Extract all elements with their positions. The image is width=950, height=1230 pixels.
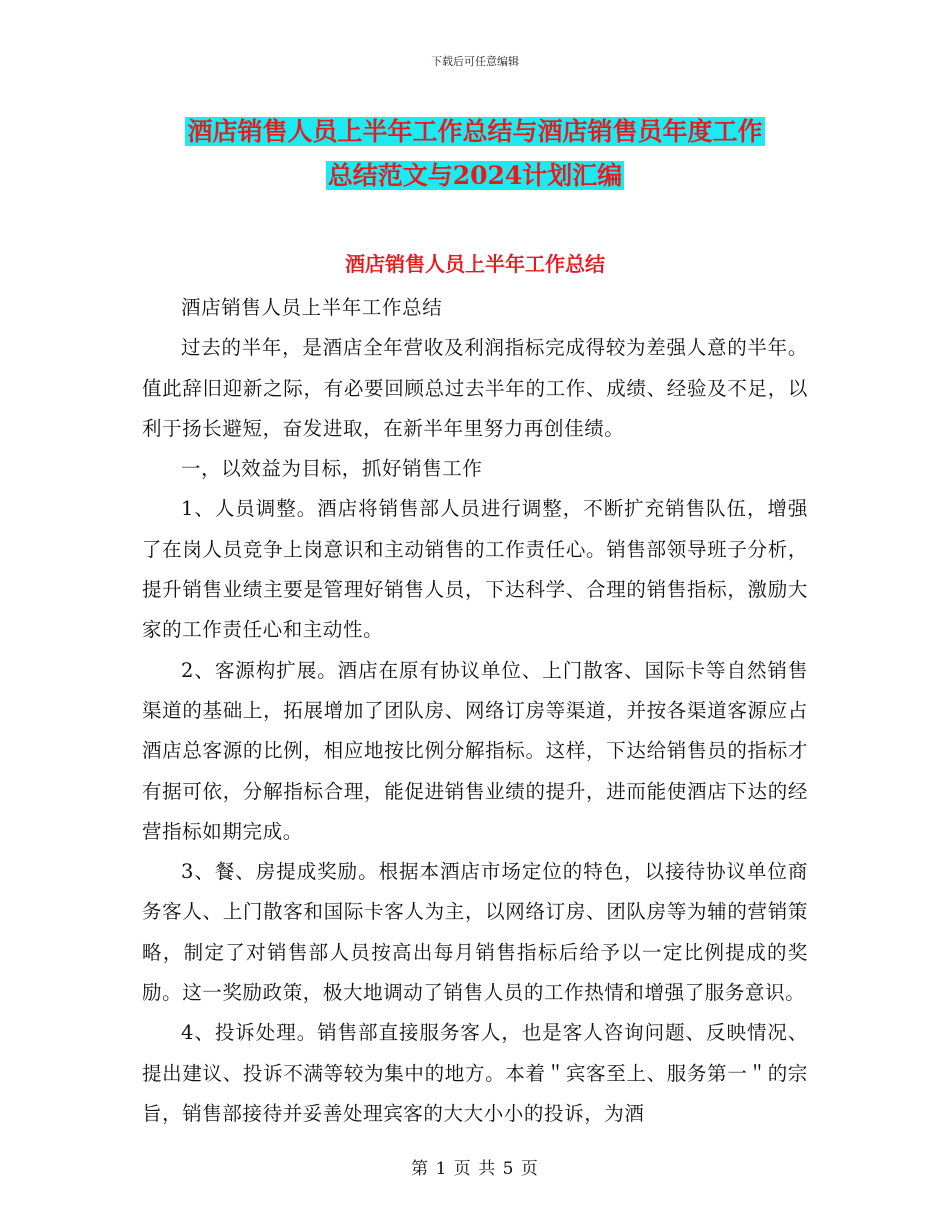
- paragraph: 过去的半年，是酒店全年营收及利润指标完成得较为差强人意的半年。值此辞旧迎新之际，有必要回顾总过去半年的工作、成绩、经验及不足，以利于扬长避短，奋发进取，在新半年里努力再创佳绩。: [142, 336, 808, 440]
- paragraph: 一，以效益为目标，抓好销售工作: [181, 457, 483, 481]
- page-number: 第 1 页 共 5 页: [411, 1159, 539, 1179]
- header-note: 下载后可任意编辑: [431, 55, 519, 68]
- document-title-line-2: 总结范文与2024计划汇编: [327, 161, 623, 190]
- document-title: [0, 110, 950, 198]
- paragraph: 3、餐、房提成奖励。根据本酒店市场定位的特色，以接待协议单位商务客人、上门散客和国际卡客人为主，以网络订房、团队房等为辅的营销策略，制定了对销售部人员按高出每月销售指标后给予以一定比例提成的奖励。这一奖励政策，极大地调动了销售人员的工作热情和增强了服务意识。: [142, 860, 808, 1005]
- paragraph: 2、客源构扩展。酒店在原有协议单位、上门散客、国际卡等自然销售渠道的基础上，拓展增加了团队房、网络订房等渠道，并按各渠道客源应占酒店总客源的比例，相应地按比例分解指标。这样，下达给销售员的指标才有据可依，分解指标合理，能促进销售业绩的提升，进而能使酒店下达的经营指标如期完成。: [142, 658, 808, 843]
- section-title: 酒店销售人员上半年工作总结: [345, 252, 605, 276]
- paragraph: 1、人员调整。酒店将销售部人员进行调整，不断扩充销售队伍，增强了在岗人员竞争上岗意识和主动销售的工作责任心。销售部领导班子分析，提升销售业绩主要是管理好销售人员，下达科学、合理的销售指标，激励大家的工作责任心和主动性。: [142, 497, 808, 642]
- body-text: [142, 288, 808, 1134]
- document-title-line-1: 酒店销售人员上半年工作总结与酒店销售员年度工作: [187, 117, 763, 146]
- paragraph: 酒店销售人员上半年工作总结: [181, 296, 443, 319]
- paragraph: 4、投诉处理。销售部直接服务客人，也是客人咨询问题、反映情况、提出建议、投诉不满等较为集中的地方。本着＂宾客至上、服务第一＂的宗旨，销售部接待并妥善处理宾客的大大小小的投诉，为酒: [142, 1021, 808, 1125]
